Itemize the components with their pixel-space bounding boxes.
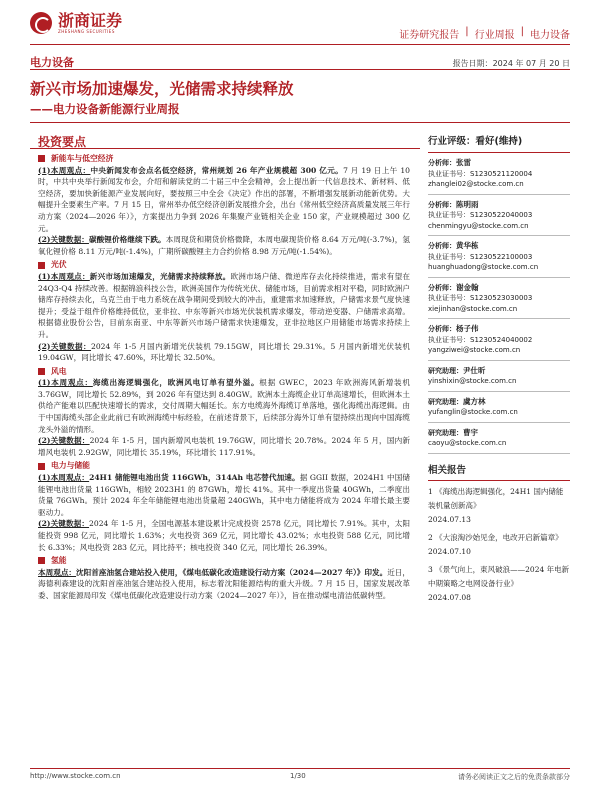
- analyst-name: 虞方林: [463, 396, 486, 406]
- related-report-item[interactable]: [428, 563, 570, 605]
- logo-icon: [30, 12, 52, 34]
- analyst-list: [428, 153, 570, 454]
- analyst-entry: [428, 361, 570, 392]
- analyst-entry: [428, 319, 570, 361]
- breadcrumb-separator: |: [520, 26, 524, 37]
- breadcrumb-item: 行业周报: [474, 30, 515, 41]
- analyst-role: 研究助理：: [428, 366, 463, 375]
- analyst-role-line: [428, 241, 570, 252]
- analyst-entry: [428, 423, 570, 454]
- date-value: 2024 年 07 月 20 日: [492, 59, 570, 68]
- paragraph-highlight: 中央新闻发布会点名低空经济，常州规划 26 年产业规模超 300 亿元。: [90, 165, 344, 175]
- report-date: [453, 58, 570, 69]
- paragraph-label: (1)本周观点：: [38, 378, 93, 388]
- paragraph-text: 欧洲市场户储、微逆库存去化持续推进，需求有望在 24Q3-Q4 持续改善。根据锦浪科技公告，欧洲美国作为传统光伏、储能市场，目前需求相对平稳，同时欧洲户储库存持续去化，乌克兰由于电力系统在战争期间受到较大的冲击，重建需求加速释放，户储需求景气度快速提升；受益于组件价格维持低位，亚非拉、中东等新兴市场光伏装机需求爆发，带动逆变器、户储需求高增。根据德业股份公告，目前东南亚、中东等新兴市场户储需求快速爆发，亚非拉地区户用储能市场需求持续上升。: [38, 271, 411, 339]
- analyst-entry: [428, 278, 570, 320]
- analyst-role: 分析师：: [428, 200, 456, 209]
- analyst-cert: 执业证书号：S1230524040002: [428, 335, 533, 344]
- section-paragraph: [38, 165, 410, 235]
- section-paragraph: [38, 341, 410, 364]
- company-logo: [30, 12, 122, 34]
- analyst-role-line: [428, 397, 570, 408]
- analyst-name: 黄华栋: [456, 241, 479, 250]
- bullet-square-icon: [38, 463, 45, 470]
- analyst-role: 分析师：: [428, 159, 456, 167]
- analyst-role: 研究助理：: [428, 397, 463, 406]
- section-title: 光伏: [51, 260, 67, 270]
- analyst-email: xiejinhan@stocke.com.cn: [428, 304, 518, 313]
- analyst-role-line: [428, 200, 570, 211]
- analyst-role: 分析师：: [428, 242, 456, 250]
- divider: [30, 69, 570, 70]
- paragraph-highlight: 24H1 储能锂电池出货 116GWh，314Ah 电芯替代加速。: [89, 473, 300, 483]
- related-report-date: 2024.07.08: [428, 592, 471, 602]
- analyst-name: 尹仕昕: [463, 365, 486, 375]
- related-report-item[interactable]: [428, 531, 570, 559]
- paragraph-label: (1)本周观点：: [38, 473, 90, 483]
- analyst-role-line: [428, 324, 570, 335]
- rating-label: 行业评级：: [428, 136, 476, 147]
- paragraph-highlight: 碳酸锂价格继续下跌。: [88, 235, 166, 245]
- section-paragraph: [38, 567, 410, 602]
- section-heading: [38, 460, 410, 472]
- section-heading: [38, 366, 410, 378]
- breadcrumb-item: 证券研究报告: [399, 30, 460, 41]
- analyst-email: zhanglei02@stocke.com.cn: [428, 180, 524, 188]
- date-label: 报告日期：: [452, 59, 493, 68]
- bullet-square-icon: [38, 155, 45, 162]
- paragraph-text: 本周现货和期货价格微降，本周电碳现货价格 8.64 万元/吨(-3.7%)，氢氧化锂价格 8.11 万元/吨(-1.4%)，广期所碳酸锂主力合约价格 8.98 万元/吨(-1.54%)。: [38, 235, 410, 256]
- paragraph-text: 根据 GWEC，2023 年欧洲海风新增装机 3.76GW，同比增长 52.89%，到 2026 年有望达到 8.40GW。欧洲本土海缆企业订单高速增长，但欧洲本土供给产能难以匹配快速增长的需求，交付周期大幅延长。东方电缆海外海缆订单落地，强化海缆出海逻辑。由于中国海缆头部企业此前已有欧洲海缆中标经验，在前述背景下，后续部分海外订单有望持续出现向中国海缆龙头外溢的情形。: [38, 378, 410, 434]
- header-divider: [30, 44, 570, 45]
- paragraph-highlight: 海缆出海逻辑强化，欧洲风电订单有望外溢。: [92, 378, 260, 388]
- analyst-entry: [428, 236, 570, 278]
- section-title: 风电: [51, 366, 67, 376]
- paragraph-label: (2)关键数据：: [38, 436, 90, 446]
- footer-url[interactable]: http://www.stocke.com.cn: [30, 772, 121, 780]
- analyst-cert: 执业证书号：S1230523030003: [428, 294, 533, 302]
- paragraph-highlight: 沈阳首座油氢合建站投入使用，《煤电低碳化改造建设行动方案（2024—2027 年）》印发。: [76, 567, 388, 577]
- industry-rating: [428, 133, 570, 153]
- related-report-date: 2024.07.13: [428, 514, 471, 524]
- divider: [30, 148, 420, 149]
- report-breadcrumb: [399, 26, 570, 41]
- section-paragraph: [38, 234, 410, 257]
- rating-value: 看好(维持): [475, 136, 523, 147]
- section-paragraph: [38, 435, 410, 458]
- disclaimer-note: 请务必阅读正文之后的免责条款部分: [458, 773, 570, 781]
- bullet-square-icon: [38, 557, 45, 564]
- analyst-role-line: [428, 158, 570, 169]
- paragraph-text: 据 GGII 数据，2024H1 中国储能锂电池出货量 116GWh，相较 2023H1 的 87GWh，增长 41%。其中一季度出货量 40GWh，二季度出货量 76GWh。预计 2024 年全年储能锂电池出货量超 240GWh，其中电力储能将成为 2024 年增长最主要驱动力。: [38, 473, 410, 517]
- analyst-email: yinshixin@stocke.com.cn: [428, 377, 517, 385]
- related-reports: [428, 485, 570, 605]
- section-heading: [38, 259, 410, 271]
- related-report-item[interactable]: [428, 485, 570, 527]
- analyst-email: huanghuadong@stocke.com.cn: [428, 263, 539, 271]
- analyst-entry: [428, 392, 570, 423]
- investment-summary: [38, 151, 410, 602]
- analyst-name: 杨子伟: [456, 324, 479, 333]
- sector-label: 电力设备: [30, 56, 74, 69]
- analyst-name: 张雷: [456, 158, 471, 167]
- paragraph-text: 7 月 19 日上午 10 时，中共中央举行新闻发布会，介绍和解读党的二十届三中全会精神，会上提出新一代信息技术、新材料、低空经济，要加快新能源产业发展向好，要按照三中全会《决定》作出的部署，不断增强发展新动能新优势。大幅提升全要素生产率。7 月 15 日，常州举办低空经济创新发展推介会，出台《常州低空经济高质量发展三年行动方案（2024—2026 年）》，方案提出力争到 2026 年集聚产业链相关企业 150 家，产业规模超过 300 亿元。: [38, 165, 410, 233]
- analyst-role-line: [428, 428, 570, 439]
- report-title: 新兴市场加速爆发，光储需求持续释放: [30, 80, 294, 98]
- analyst-role: 分析师：: [428, 283, 456, 292]
- paragraph-label: (2)关键数据：: [38, 235, 89, 245]
- analyst-name: 曹宇: [463, 427, 478, 437]
- analyst-name: 谢金翰: [456, 282, 479, 292]
- section-title: 新能车与低空经济: [51, 154, 114, 163]
- analyst-role-line: [428, 283, 570, 294]
- analyst-email: chenmingyu@stocke.com.cn: [428, 221, 529, 230]
- divider: [30, 122, 570, 123]
- page-number: 1/30: [290, 772, 306, 780]
- report-subtitle: ——电力设备新能源行业周报: [30, 102, 180, 116]
- analyst-entry: [428, 195, 570, 237]
- analyst-cert: 执业证书号：S1230522040003: [428, 211, 533, 219]
- section-title: 氢能: [51, 556, 67, 566]
- paragraph-label: (1)本周观点：: [38, 165, 91, 175]
- paragraph-text: 2024 年 1-5 月国内新增光伏装机 79.15GW，同比增长 29.31%。5 月国内新增光伏装机 19.04GW，同比增长 47.60%，环比增长 32.50%。: [38, 341, 410, 363]
- section-paragraph: [38, 271, 410, 341]
- related-report-date: 2024.07.10: [428, 546, 471, 556]
- investment-summary-heading: 投资要点: [38, 135, 87, 149]
- analyst-role-line: [428, 366, 570, 377]
- section-title: 电力与储能: [51, 461, 90, 471]
- paragraph-label: 本周观点：: [38, 567, 77, 577]
- related-report-title: 1 《海缆出海逻辑强化，24H1 国内储能装机量创新高》: [428, 486, 564, 510]
- footer-divider: [30, 768, 570, 769]
- analyst-cert: 执业证书号：S1230521120004: [428, 169, 533, 178]
- section-paragraph: [38, 377, 410, 435]
- analyst-role: 分析师：: [428, 325, 456, 333]
- paragraph-text: 2024 年 1-5 月，全国电源基本建设累计完成投资 2578 亿元，同比增长 7.91%。其中，太阳能投资 998 亿元，同比增长 1.63%；火电投资 369 亿元，同比增长 43.02%；水电投资 588 亿元，同比增长 6.33%；风电投资 283 亿元，同比持平；核电投资 340 亿元，同比增长 26.39%。: [38, 519, 410, 552]
- analyst-name: 陈明雨: [456, 199, 479, 209]
- analyst-role: 研究助理：: [428, 428, 463, 437]
- section-paragraph: [38, 472, 410, 518]
- breadcrumb-separator: |: [465, 26, 469, 37]
- bullet-square-icon: [38, 368, 45, 375]
- bullet-square-icon: [38, 262, 45, 269]
- analyst-entry: [428, 153, 570, 195]
- analyst-email: yufanglin@stocke.com.cn: [428, 408, 518, 416]
- analyst-email: yangziwei@stocke.com.cn: [428, 346, 521, 354]
- breadcrumb-item: 电力设备: [530, 30, 570, 41]
- related-report-title: 3 《景气向上，東风破浪——2024 年电新中期策略之电网设备行业》: [428, 564, 570, 588]
- analyst-email: caoyu@stocke.com.cn: [428, 439, 507, 447]
- sidebar: [428, 133, 570, 605]
- logo-text-cn: 浙商证券: [58, 11, 123, 30]
- related-reports-heading: 相关报告: [428, 462, 570, 481]
- paragraph-label: (2)关键数据：: [38, 519, 90, 529]
- related-report-title: 2 《大浪淘沙始见金，电改开启新篇章》: [428, 532, 563, 542]
- paragraph-text: 2024 年 1-5 月，国内新增风电装机 19.76GW，同比增长 20.78%。2024 年 5 月，国内新增风电装机 2.92GW，同比增长 35.19%，环比增长 117.91%。: [38, 436, 410, 457]
- section-heading: [38, 153, 410, 165]
- logo-text-en: ZHESHANG SECURITIES: [58, 29, 115, 34]
- paragraph-label: (1)本周观点：: [38, 271, 90, 281]
- paragraph-highlight: 新兴市场加速爆发，光储需求持续释放。: [89, 271, 231, 281]
- analyst-cert: 执业证书号：S1230522100003: [428, 252, 533, 261]
- section-paragraph: [38, 518, 410, 553]
- section-heading: [38, 555, 410, 567]
- paragraph-label: (2)关键数据：: [38, 341, 92, 351]
- paragraph-text: 近日，海德利森建设的沈阳首座油氢合建站投入使用，标志着沈阳能源结构的重大升级。7 月 15 日，国家发展改革委、国家能源局印发《煤电低碳化改造建设行动方案（2024—2027 年）》，旨在推动煤电清洁低碳转型。: [38, 567, 411, 600]
